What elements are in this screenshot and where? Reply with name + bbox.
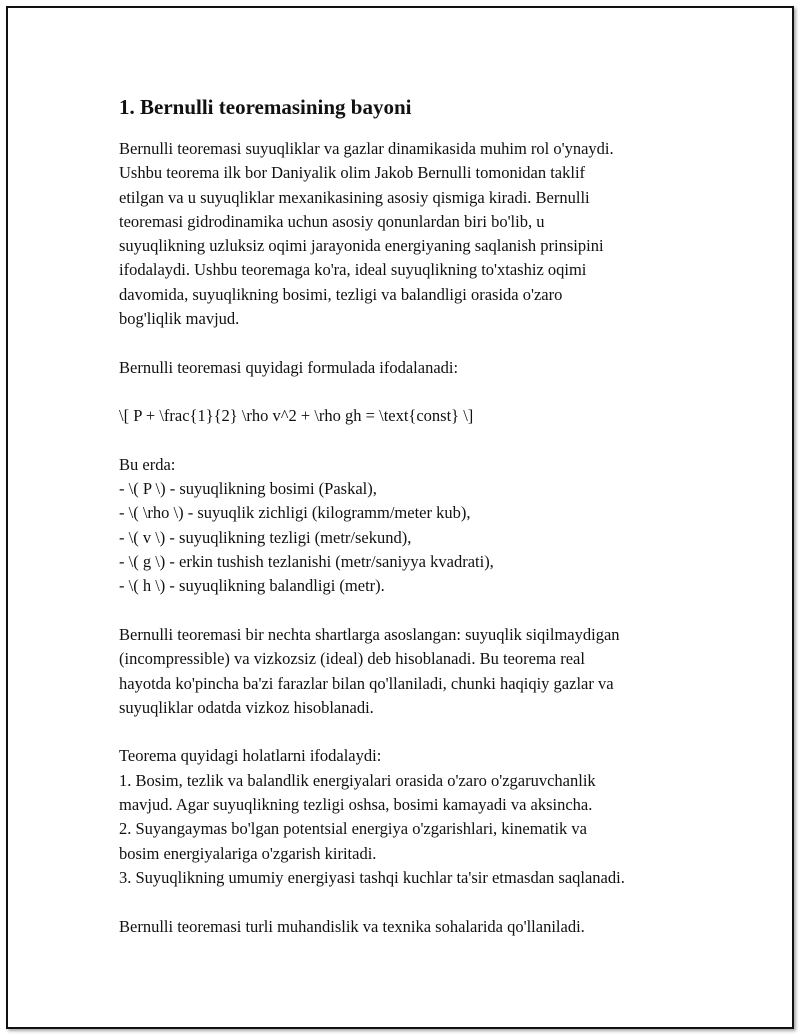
text-line: ifodalaydi. Ushbu teoremaga ko'ra, ideal suyuqlikning to'xtashiz oqimi (119, 260, 587, 280)
document-content (119, 94, 699, 963)
paragraph-variables (119, 453, 699, 599)
text-line: (incompressible) va vizkozsiz (ideal) deb hisoblanadi. Bu teorema real (119, 649, 585, 669)
text-line: suyuqlikning uzluksiz oqimi jarayonida energiyaning saqlanish prinsipini (119, 236, 604, 256)
list-item: 1. Bosim, tezlik va balandlik energiyalari orasida o'zaro o'zgaruvchanlik (119, 770, 596, 790)
text-line: Ushbu teorema ilk bor Daniyalik olim Jakob Bernulli tomonidan taklif (119, 163, 586, 183)
text-line: bog'liqlik mavjud. (119, 309, 240, 329)
formula-line: \[ P + \frac{1}{2} \rho v^2 + \rho gh = \text{const} \] (119, 406, 474, 426)
text-line: Bernulli teoremasi quyidagi formulada ifodalanadi: (119, 357, 459, 377)
list-item: bosim energiyalariga o'zgarish kiritadi. (119, 843, 377, 863)
paragraph-conditions (119, 623, 699, 720)
text-line: Bernulli teoremasi suyuqliklar va gazlar dinamikasida muhim rol o'ynaydi. (119, 139, 614, 158)
list-item: 3. Suyuqlikning umumiy energiyasi tashqi kuchlar ta'sir etmasdan saqlanadi. (119, 867, 625, 887)
variable-item: - \( v \) - suyuqlikning tezligi (metr/sekund), (119, 527, 412, 547)
text-line: davomida, suyuqlikning bosimi, tezligi va balandligi orasida o'zaro (119, 284, 563, 304)
paragraph-formula (119, 404, 699, 428)
paragraph-intro (119, 137, 699, 331)
text-line: Bernulli teoremasi turli muhandislik va texnika sohalarida qo'llaniladi. (119, 916, 585, 936)
text-line: Bernulli teoremasi bir nechta shartlarga asoslangan: suyuqlik siqilmaydigan (119, 624, 620, 644)
variable-item: - \( P \) - suyuqlikning bosimi (Paskal), (119, 479, 377, 499)
document-page (6, 6, 794, 1029)
text-line: hayotda ko'pincha ba'zi farazlar bilan qo'llaniladi, chunki haqiqiy gazlar va (119, 673, 614, 693)
variable-item: - \( h \) - suyuqlikning balandligi (metr). (119, 576, 385, 596)
text-line: teoremasi gidrodinamika uchun asosiy qonunlardan biri bo'lib, u (119, 211, 545, 231)
text-line: suyuqliklar odatda vizkoz hisoblanadi. (119, 697, 374, 717)
text-line: etilgan va u suyuqliklar mexanikasining asosiy qismiga kiradi. Bernulli (119, 187, 590, 207)
list-item: mavjud. Agar suyuqlikning tezligi oshsa, bosimi kamayadi va aksincha. (119, 795, 593, 815)
paragraph-formula-intro (119, 356, 699, 380)
text-line: Bu erda: (119, 454, 176, 474)
variable-item: - \( g \) - erkin tushish tezlanishi (metr/saniyya kvadrati), (119, 552, 494, 572)
list-item: 2. Suyangaymas bo'lgan potentsial energiya o'zgarishlari, kinematik va (119, 819, 587, 839)
paragraph-conclusion (119, 915, 699, 939)
paragraph-cases (119, 744, 699, 890)
text-line: Teorema quyidagi holatlarni ifodalaydi: (119, 746, 382, 766)
section-heading: 1. Bernulli teoremasining bayoni (119, 95, 412, 119)
variable-item: - \( \rho \) - suyuqlik zichligi (kilogramm/meter kub), (119, 503, 471, 523)
